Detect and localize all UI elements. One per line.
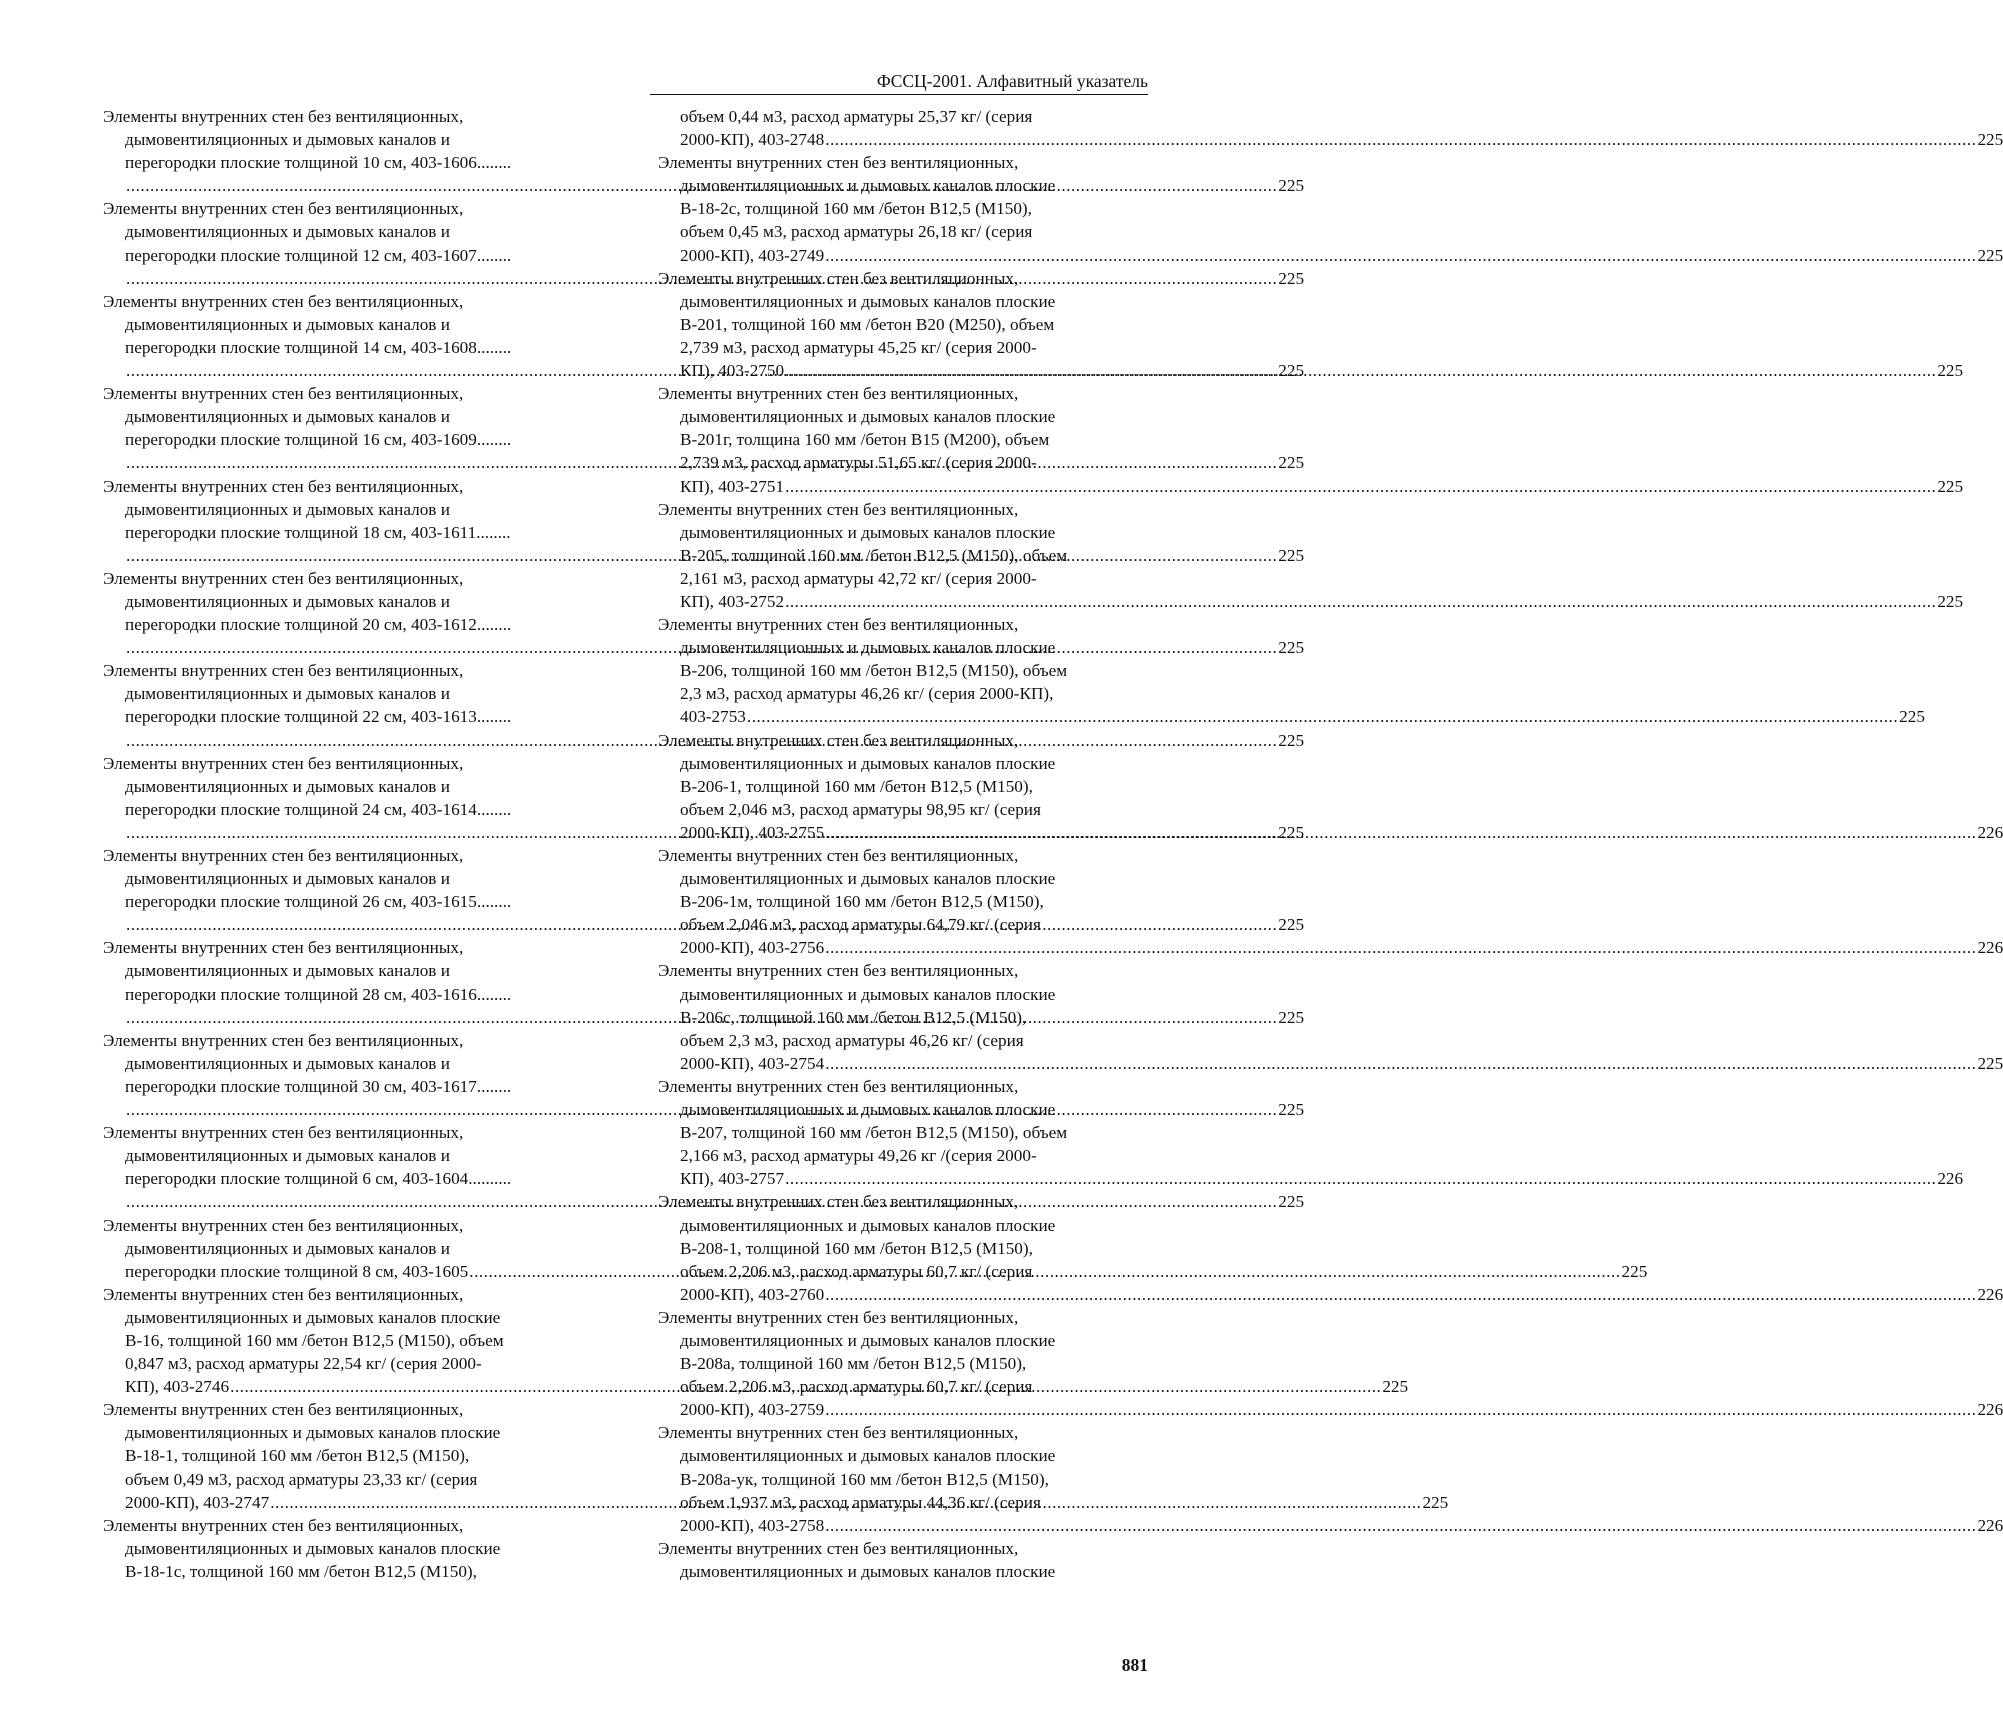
entry-ref-text: 2000-КП), 403-2747 [125, 1492, 270, 1512]
entry-heading: Элементы внутренних стен без вентиляционных, [103, 1030, 464, 1050]
entry-ref-text: КП), 403-2751 [680, 476, 785, 496]
entry-page-ref [680, 936, 2003, 959]
index-entry [658, 613, 1925, 728]
entry-line: 2,166 м3, расход арматуры 49,26 кг /(серия 2000- [680, 1146, 1037, 1166]
entry-heading: Элементы внутренних стен без вентиляционных, [103, 661, 464, 681]
index-entry [658, 498, 1964, 613]
entry-page-number: 225 [1278, 915, 1305, 935]
entry-body [658, 521, 1964, 613]
entry-line: дымовентиляционных и дымовых каналов и [125, 1146, 450, 1166]
entry-line: 2,161 м3, расход арматуры 42,72 кг/ (серия 2000- [680, 568, 1037, 588]
entry-page-number: 226 [1977, 1284, 2003, 1304]
index-entry [103, 1514, 583, 1583]
entry-ref-text: 2000-КП), 403-2755 [680, 822, 825, 842]
entry-heading: Элементы внутренних стен без вентиляционных, [103, 107, 464, 126]
entry-line: перегородки плоские толщиной 26 см, 403-1615........ [125, 892, 512, 912]
entry-heading: Элементы внутренних стен без вентиляционных, [658, 1307, 1019, 1327]
entry-page-number: 225 [1977, 130, 2003, 150]
entry-line: перегородки плоские толщиной 20 см, 403-1612........ [125, 615, 512, 635]
entry-heading: Элементы внутренних стен без вентиляционных, [103, 753, 464, 773]
entry-heading: Элементы внутренних стен без вентиляционных, [658, 499, 1019, 519]
entry-heading: Элементы внутренних стен без вентиляционных, [658, 1538, 1019, 1558]
entry-line: дымовентиляционных и дымовых каналов и [125, 591, 450, 611]
leader-dots [785, 477, 1936, 496]
entry-line: дымовентиляционных и дымовых каналов плоские [680, 1100, 1056, 1120]
entry-line: В-207, толщиной 160 мм /бетон В12,5 (М150), объем [680, 1123, 1068, 1143]
entry-line: объем 2,046 м3, расход арматуры 98,95 кг/ (серия [680, 799, 1041, 819]
entry-page-number: 225 [1937, 361, 1964, 381]
entry-body [658, 1560, 1148, 1583]
entry-heading: Элементы внутренних стен без вентиляционных, [103, 384, 464, 404]
entry-ref-text: 2000-КП), 403-2749 [680, 245, 825, 265]
entry-line: В-208а-ук, толщиной 160 мм /бетон В12,5 (М150), [680, 1469, 1049, 1489]
leader-dots [825, 1285, 1976, 1304]
entry-heading: Элементы внутренних стен без вентиляционных, [103, 476, 464, 496]
entry-line: В-16, толщиной 160 мм /бетон В12,5 (М150), объем [125, 1330, 504, 1350]
entry-page-number: 225 [1278, 268, 1305, 288]
entry-page-ref [680, 1398, 2003, 1421]
entry-line: дымовентиляционных и дымовых каналов и [125, 869, 450, 889]
entry-ref-text: 2000-КП), 403-2759 [680, 1400, 825, 1420]
entry-heading: Элементы внутренних стен без вентиляционных, [658, 268, 1019, 288]
entry-line: дымовентиляционных и дымовых каналов плоские [680, 638, 1056, 658]
entry-ref-text: 2000-КП), 403-2754 [680, 1053, 825, 1073]
entry-heading: Элементы внутренних стен без вентиляционных, [658, 961, 1019, 981]
entry-page-ref [680, 1514, 2003, 1537]
leader-dots [825, 130, 1976, 149]
entry-body [658, 105, 2003, 151]
index-column-right [658, 105, 2003, 1583]
entry-line: перегородки плоские толщиной 14 см, 403-1608........ [125, 337, 512, 357]
entry-line: дымовентиляционных и дымовых каналов плоские [680, 176, 1056, 196]
entry-ref-text: 403-2753 [680, 707, 746, 727]
entry-line: перегородки плоские толщиной 24 см, 403-1614........ [125, 799, 512, 819]
entry-line: объем 1,937 м3, расход арматуры 44,36 кг/ (серия [680, 1492, 1041, 1512]
entry-line: дымовентиляционных и дымовых каналов плоские [125, 1307, 501, 1327]
entry-page-ref [680, 475, 1964, 498]
entry-line: дымовентиляционных и дымовых каналов плоские [125, 1423, 501, 1443]
entry-page-ref [680, 590, 1964, 613]
entry-ref-text: 2000-КП), 403-2760 [680, 1284, 825, 1304]
entry-heading: Элементы внутренних стен без вентиляционных, [103, 846, 464, 865]
leader-dots [825, 1054, 1976, 1073]
leader-dots [785, 592, 1936, 611]
entry-body [103, 1537, 583, 1583]
entry-line: В-18-2с, толщиной 160 мм /бетон В12,5 (М150), [680, 199, 1032, 219]
entry-line: 2,3 м3, расход арматуры 46,26 кг/ (серия 2000-КП), [680, 684, 1054, 704]
entry-page-ref [680, 1052, 2003, 1075]
entry-heading: Элементы внутренних стен без вентиляционных, [658, 1423, 1019, 1443]
entry-page-number: 226 [1937, 1169, 1964, 1189]
entry-line: дымовентиляционных и дымовых каналов и [125, 407, 450, 427]
entry-page-number: 225 [1977, 1053, 2003, 1073]
entry-ref-text: 2000-КП), 403-2756 [680, 938, 825, 958]
entry-line: дымовентиляционных и дымовых каналов и [125, 130, 450, 150]
entry-heading: Элементы внутренних стен без вентиляционных, [103, 291, 464, 311]
entry-line: В-205, толщиной 160 мм /бетон В12,5 (М150), объем [680, 545, 1068, 565]
entry-heading: Элементы внутренних стен без вентиляционных, [103, 1284, 464, 1304]
entry-heading: Элементы внутренних стен без вентиляционных, [103, 1400, 464, 1420]
entry-heading: Элементы внутренних стен без вентиляционных, [658, 846, 1019, 865]
entry-page-number: 225 [1278, 176, 1305, 196]
index-entry [658, 267, 1964, 382]
leader-dots [825, 246, 1976, 265]
entry-page-ref [680, 244, 2003, 267]
entry-line: В-208а, толщиной 160 мм /бетон В12,5 (М150), [680, 1354, 1027, 1374]
entry-page-number: 225 [1278, 453, 1305, 473]
entry-ref-text: КП), 403-2757 [680, 1169, 785, 1189]
entry-page-number: 226 [1977, 822, 2003, 842]
index-entry [658, 1537, 1148, 1583]
index-entry [658, 382, 1964, 497]
entry-heading: Элементы внутренних стен без вентиляционных, [658, 1192, 1019, 1212]
entry-line: дымовентиляционных и дымовых каналов плоские [680, 1215, 1056, 1235]
entry-line: дымовентиляционных и дымовых каналов и [125, 499, 450, 519]
entry-line: 2,739 м3, расход арматуры 51,65 кг/ (серия 2000- [680, 453, 1037, 473]
entry-page-number: 225 [1278, 361, 1305, 381]
entry-line: перегородки плоские толщиной 18 см, 403-1611........ [125, 522, 511, 542]
entry-line: дымовентиляционных и дымовых каналов и [125, 222, 450, 242]
index-entry [658, 151, 2003, 266]
entry-page-number: 225 [1278, 1007, 1305, 1027]
entry-ref-text: перегородки плоские толщиной 8 см, 403-1605 [125, 1261, 469, 1281]
entry-line: В-206-1, толщиной 160 мм /бетон В12,5 (М150), [680, 776, 1033, 796]
entry-page-number: 225 [1422, 1492, 1449, 1512]
entry-line: объем 2,3 м3, расход арматуры 46,26 кг/ (серия [680, 1030, 1024, 1050]
entry-page-number: 225 [1278, 822, 1305, 842]
entry-line: дымовентиляционных и дымовых каналов и [125, 961, 450, 981]
entry-page-ref [680, 128, 2003, 151]
index-entry [658, 105, 2003, 151]
leader-dots [825, 1400, 1976, 1419]
entry-ref-text: 2000-КП), 403-2758 [680, 1515, 825, 1535]
entry-line: В-201, толщиной 160 мм /бетон В20 (М250), объем [680, 314, 1055, 334]
entry-line: дымовентиляционных и дымовых каналов и [125, 1238, 450, 1258]
entry-line: перегородки плоские толщиной 28 см, 403-1616........ [125, 984, 512, 1004]
entry-line: В-206, толщиной 160 мм /бетон В12,5 (М150), объем [680, 661, 1068, 681]
entry-line: дымовентиляционных и дымовых каналов и [125, 1053, 450, 1073]
entry-line: перегородки плоские толщиной 30 см, 403-1617........ [125, 1076, 512, 1096]
entry-heading: Элементы внутренних стен без вентиляционных, [103, 1515, 464, 1535]
leader-dots [825, 1516, 1976, 1535]
entry-line: В-206с, толщиной 160 мм /бетон В12,5 (М150), [680, 1007, 1027, 1027]
entry-page-number: 225 [1278, 1100, 1305, 1120]
entry-line: В-18-1, толщиной 160 мм /бетон В12,5 (М150), [125, 1446, 470, 1466]
entry-page-number: 225 [1977, 245, 2003, 265]
running-header: ФССЦ-2001. Алфавитный указатель [876, 71, 1148, 91]
entry-heading: Элементы внутренних стен без вентиляционных, [103, 1123, 464, 1143]
entry-page-ref [680, 359, 1964, 382]
index-entry [658, 959, 2003, 1074]
entry-body [658, 290, 1964, 382]
entry-line: В-206-1м, толщиной 160 мм /бетон В12,5 (М150), [680, 892, 1044, 912]
entry-page-number: 226 [1977, 1515, 2003, 1535]
page-number: 881 [1121, 1655, 1148, 1675]
entry-body [658, 174, 2003, 266]
entry-page-ref [680, 1167, 1964, 1190]
entry-heading: Элементы внутренних стен без вентиляционных, [103, 1215, 464, 1235]
entry-line: перегородки плоские толщиной 22 см, 403-1613........ [125, 707, 512, 727]
entry-line: дымовентиляционных и дымовых каналов плоские [680, 869, 1056, 889]
entry-line: перегородки плоские толщиной 6 см, 403-1604.......... [125, 1169, 512, 1189]
entry-page-number: 225 [1278, 730, 1305, 750]
entry-line: дымовентиляционных и дымовых каналов плоские [680, 1330, 1056, 1350]
entry-line: объем 2,046 м3, расход арматуры 64,79 кг/ (серия [680, 915, 1041, 935]
entry-ref-text: 2000-КП), 403-2748 [680, 130, 825, 150]
entry-line: 0,847 м3, расход арматуры 22,54 кг/ (серия 2000- [125, 1354, 482, 1374]
entry-line: объем 2,206 м3, расход арматуры 60,7 кг/ (серия [680, 1377, 1033, 1397]
entry-line: В-208-1, толщиной 160 мм /бетон В12,5 (М150), [680, 1238, 1033, 1258]
entry-line: объем 0,45 м3, расход арматуры 26,18 кг/ (серия [680, 222, 1033, 242]
leader-dots [825, 823, 1976, 842]
entry-heading: Элементы внутренних стен без вентиляционных, [658, 730, 1019, 750]
entry-page-number: 225 [1382, 1377, 1409, 1397]
entry-line: дымовентиляционных и дымовых каналов плоские [680, 753, 1056, 773]
entry-line: 2,739 м3, расход арматуры 45,25 кг/ (серия 2000- [680, 337, 1037, 357]
entry-line: В-18-1с, толщиной 160 мм /бетон В12,5 (М150), [125, 1561, 477, 1581]
entry-heading: Элементы внутренних стен без вентиляционных, [103, 199, 464, 219]
entry-line: В-201г, толщина 160 мм /бетон В15 (М200), объем [680, 430, 1050, 450]
entry-page-number: 225 [1278, 1192, 1305, 1212]
entry-page-number: 226 [1977, 938, 2003, 958]
entry-page-ref [680, 1283, 2003, 1306]
entry-line: дымовентиляционных и дымовых каналов плоские [680, 407, 1056, 427]
leader-dots [785, 1169, 1936, 1188]
entry-line: объем 2,206 м3, расход арматуры 60,7 кг/ (серия [680, 1261, 1033, 1281]
entry-line: объем 0,49 м3, расход арматуры 23,33 кг/ (серия [125, 1469, 478, 1489]
entry-line: дымовентиляционных и дымовых каналов плоские [680, 291, 1056, 311]
entry-page-number: 225 [1937, 591, 1964, 611]
entry-line: дымовентиляционных и дымовых каналов плоские [680, 1561, 1056, 1581]
entry-heading: Элементы внутренних стен без вентиляционных, [103, 938, 464, 958]
entry-line: перегородки плоские толщиной 10 см, 403-1606........ [125, 153, 512, 173]
entry-body [658, 983, 2003, 1075]
entry-heading: Элементы внутренних стен без вентиляционных, [658, 1076, 1019, 1096]
entry-heading: Элементы внутренних стен без вентиляционных, [103, 568, 464, 588]
entry-line: дымовентиляционных и дымовых каналов плоские [680, 1446, 1056, 1466]
entry-page-number: 225 [1937, 476, 1964, 496]
entry-line: дымовентиляционных и дымовых каналов плоские [680, 984, 1056, 1004]
entry-line: дымовентиляционных и дымовых каналов и [125, 776, 450, 796]
leader-dots [785, 361, 1936, 380]
entry-body [658, 405, 1964, 497]
entry-line: перегородки плоские толщиной 12 см, 403-1607........ [125, 245, 512, 265]
header-rule [650, 94, 1148, 95]
entry-page-number: 225 [1278, 638, 1305, 658]
entry-page-number: 225 [1899, 707, 1925, 727]
entry-heading: Элементы внутренних стен без вентиляционных, [658, 153, 1019, 173]
entry-ref-text: КП), 403-2746 [125, 1377, 230, 1397]
entry-page-number: 225 [1278, 545, 1305, 565]
leader-dots [747, 707, 1898, 726]
entry-heading: Элементы внутренних стен без вентиляционных, [658, 615, 1019, 635]
entry-heading: Элементы внутренних стен без вентиляционных, [658, 384, 1019, 404]
leader-dots [825, 938, 1976, 957]
entry-line: перегородки плоские толщиной 16 см, 403-1609........ [125, 430, 512, 450]
entry-line: объем 0,44 м3, расход арматуры 25,37 кг/ (серия [680, 107, 1033, 126]
entry-page-number: 225 [1621, 1261, 1648, 1281]
entry-line: дымовентиляционных и дымовых каналов плоские [125, 1538, 501, 1558]
entry-page-number: 226 [1977, 1400, 2003, 1420]
entry-ref-text: КП), 403-2750 [680, 361, 785, 381]
entry-line: дымовентиляционных и дымовых каналов плоские [680, 522, 1056, 542]
entry-line: дымовентиляционных и дымовых каналов и [125, 314, 450, 334]
entry-ref-text: КП), 403-2752 [680, 591, 785, 611]
entry-line: дымовентиляционных и дымовых каналов и [125, 684, 450, 704]
entry-page-ref [680, 705, 1925, 728]
entry-body [658, 636, 1925, 728]
